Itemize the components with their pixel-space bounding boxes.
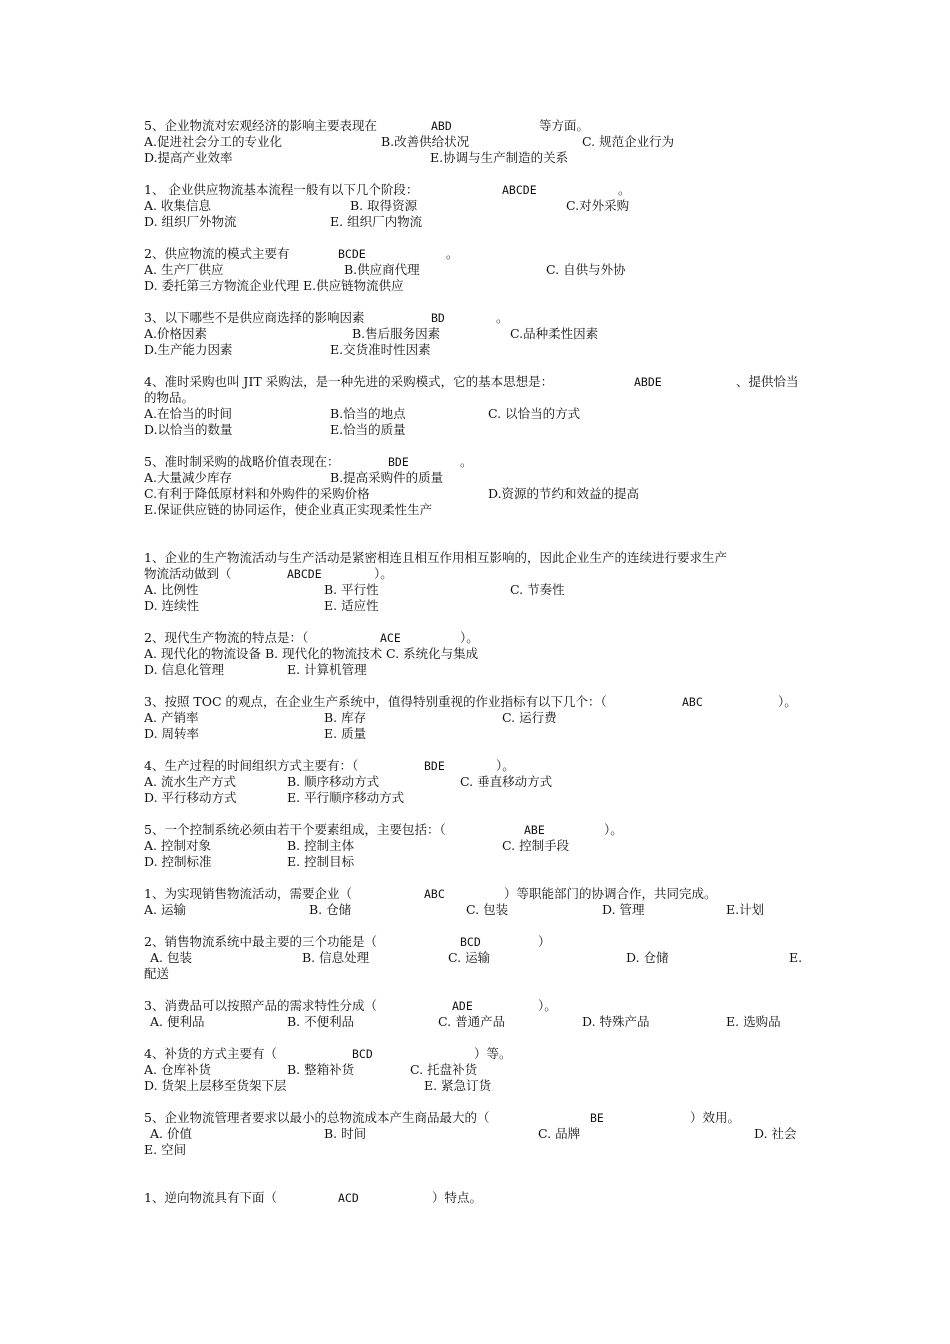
option: B.提高采购件的质量	[330, 470, 444, 485]
answer-key: ACE	[380, 631, 401, 645]
question-stem: 2、供应物流的模式主要有 BCDE 。	[144, 246, 459, 261]
option-row	[144, 470, 812, 486]
question-block	[144, 1190, 812, 1206]
option: B.售后服务因素	[352, 326, 441, 341]
option-row	[144, 262, 812, 278]
option: D. 委托第三方物流企业代理 E.供应链物流供应	[144, 278, 404, 293]
question-stem: 3、按照 TOC 的观点，在企业生产系统中，值得特别重视的作业指标有以下几个：（ ABC ）。	[144, 694, 797, 709]
option: D. 仓储	[626, 950, 669, 965]
option: A. 比例性	[144, 582, 199, 597]
option-row	[144, 214, 812, 230]
question-stem: 3、消费品可以按照产品的需求特性分成（ ADE ）。	[144, 998, 557, 1013]
option: A. 收集信息	[144, 198, 211, 213]
question-stem: 1、逆向物流具有下面（ ACD ）特点。	[144, 1190, 483, 1205]
option: E.计划	[726, 902, 765, 917]
answer-key: BCDE	[338, 247, 366, 261]
option: E. 计算机管理	[287, 662, 367, 677]
option-row	[144, 838, 812, 854]
question-block	[144, 934, 812, 982]
option: E. 空间	[144, 1142, 187, 1157]
option: A.在恰当的时间	[144, 406, 233, 421]
option: D. 特殊产品	[582, 1014, 650, 1029]
question-block	[144, 182, 812, 230]
option: A. 生产厂供应	[144, 262, 224, 277]
option: B.供应商代理	[344, 262, 420, 277]
option: D. 组织厂外物流	[144, 214, 237, 229]
answer-key: ABE	[524, 823, 545, 837]
option-row	[144, 278, 812, 294]
option: E.交货准时性因素	[330, 342, 431, 357]
option-row	[144, 198, 812, 214]
option-row	[144, 902, 812, 918]
option-row	[144, 134, 812, 150]
option: 配送	[144, 966, 170, 981]
option: E. 控制目标	[287, 854, 355, 869]
question-stem: 4、补货的方式主要有（ BCD ）等。	[144, 1046, 512, 1061]
option-row	[144, 726, 812, 742]
question-block	[144, 550, 812, 614]
option-row	[144, 1078, 812, 1094]
question-block	[144, 1046, 812, 1094]
option: E. 适应性	[324, 598, 379, 613]
option: C.有利于降低原材料和外购件的采购价格	[144, 486, 370, 501]
answer-key: ADE	[452, 999, 473, 1013]
option: D. 控制标准	[144, 854, 212, 869]
answer-key: BE	[590, 1111, 604, 1125]
option: C. 运行费	[502, 710, 557, 725]
option: D.提高产业效率	[144, 150, 233, 165]
option-row	[144, 966, 812, 982]
option: C.品种柔性因素	[510, 326, 599, 341]
option: E.	[789, 950, 803, 965]
option-row	[144, 406, 812, 422]
question-block	[144, 822, 812, 870]
option: C. 垂直移动方式	[460, 774, 553, 789]
option: B. 平行性	[324, 582, 379, 597]
option: B. 时间	[324, 1126, 367, 1141]
answer-key: BCD	[352, 1047, 373, 1061]
option-row	[144, 582, 812, 598]
option: A. 运输	[144, 902, 186, 917]
option: E. 组织厂内物流	[330, 214, 423, 229]
answer-key: ABC	[682, 695, 703, 709]
answer-key: ABCDE	[287, 567, 322, 581]
question-block	[144, 886, 812, 918]
option: A. 产销率	[144, 710, 199, 725]
question-stem: 3、以下哪些不是供应商选择的影响因素 BD 。	[144, 310, 509, 325]
option-row	[144, 646, 812, 662]
question-block	[144, 1110, 812, 1158]
option: C. 包装	[466, 902, 509, 917]
option: E. 平行顺序移动方式	[287, 790, 405, 805]
question-stem: 4、生产过程的时间组织方式主要有：（ BDE ）。	[144, 758, 515, 773]
question-stem: 5、企业物流管理者要求以最小的总物流成本产生商品最大的（ BE ）效用。	[144, 1110, 741, 1125]
option-row	[144, 422, 812, 438]
question-block	[144, 694, 812, 742]
option: C. 规范企业行为	[582, 134, 675, 149]
option-row	[144, 326, 812, 342]
option: C.对外采购	[566, 198, 630, 213]
question-block	[144, 998, 812, 1030]
option: E. 质量	[324, 726, 367, 741]
answer-key: BCD	[460, 935, 481, 949]
question-stem: 1、 企业供应物流基本流程一般有以下几个阶段： ABCDE 。	[144, 182, 631, 197]
question-stem: 5、一个控制系统必须由若干个要素组成，主要包括：（ ABE ）。	[144, 822, 623, 837]
option-row	[144, 486, 812, 502]
option: B. 库存	[324, 710, 367, 725]
option: A. 流水生产方式	[144, 774, 236, 789]
option: C. 托盘补货	[410, 1062, 478, 1077]
option: C. 普通产品	[438, 1014, 506, 1029]
question-block	[144, 454, 812, 518]
answer-key: ACD	[338, 1191, 359, 1205]
option: D. 信息化管理	[144, 662, 225, 677]
option: D. 连续性	[144, 598, 200, 613]
answer-key: ABD	[431, 119, 452, 133]
option-row	[144, 1014, 812, 1030]
option: B. 仓储	[309, 902, 352, 917]
option: C. 运输	[448, 950, 491, 965]
option: B.恰当的地点	[330, 406, 406, 421]
answer-key: BD	[431, 311, 445, 325]
question-stem-continued: 的物品。	[144, 390, 195, 405]
option: A.大量减少库存	[144, 470, 233, 485]
question-block	[144, 118, 812, 166]
option: D. 平行移动方式	[144, 790, 237, 805]
option: C. 节奏性	[510, 582, 565, 597]
option-row	[144, 1062, 812, 1078]
option-row	[144, 950, 812, 966]
option: C. 品牌	[538, 1126, 581, 1141]
option: C. 自供与外协	[546, 262, 626, 277]
option: B. 整箱补货	[287, 1062, 355, 1077]
option-row	[144, 854, 812, 870]
answer-key: BDE	[388, 455, 409, 469]
option: E.保证供应链的协同运作，使企业真正实现柔性生产	[144, 502, 433, 517]
question-stem: 5、准时制采购的战略价值表现在： BDE 。	[144, 454, 473, 469]
question-block	[144, 246, 812, 294]
option: A. 便利品	[150, 1014, 205, 1029]
option: D. 管理	[602, 902, 645, 917]
option-row	[144, 598, 812, 614]
option-row	[144, 662, 812, 678]
option: D.生产能力因素	[144, 342, 233, 357]
document-page	[144, 118, 812, 1222]
answer-key: ABDE	[634, 375, 662, 389]
option: A.促进社会分工的专业化	[144, 134, 283, 149]
answer-key: BDE	[424, 759, 445, 773]
question-stem: 1、为实现销售物流活动，需要企业（ ABC ）等职能部门的协调合作，共同完成。	[144, 886, 717, 901]
question-stem: 1、企业的生产物流活动与生产活动是紧密相连且相互作用相互影响的，因此企业生产的连续进行要求生产	[144, 550, 727, 565]
option: B. 取得资源	[350, 198, 418, 213]
option: C. 控制手段	[502, 838, 570, 853]
option-row	[144, 502, 812, 518]
question-stem: 2、现代生产物流的特点是：（ ACE ）。	[144, 630, 479, 645]
option: E. 紧急订货	[424, 1078, 492, 1093]
question-stem: 5、企业物流对宏观经济的影响主要表现在 ABD 等方面。	[144, 118, 590, 133]
option: B. 控制主体	[287, 838, 355, 853]
option-row	[144, 342, 812, 358]
option: A.价格因素	[144, 326, 208, 341]
option: A. 价值	[150, 1126, 192, 1141]
option: A. 现代化的物流设备 B. 现代化的物流技术 C. 系统化与集成	[144, 646, 479, 661]
option: D.资源的节约和效益的提高	[488, 486, 640, 501]
option-row	[144, 790, 812, 806]
option-row	[144, 774, 812, 790]
answer-key: ABC	[424, 887, 445, 901]
option: D. 货架上层移至货架下层	[144, 1078, 287, 1093]
question-stem: 2、销售物流系统中最主要的三个功能是（ BCD ）	[144, 934, 551, 949]
option: B. 信息处理	[302, 950, 370, 965]
question-block	[144, 758, 812, 806]
option: B. 不便利品	[287, 1014, 355, 1029]
question-stem-continued: 物流活动做到（ ABCDE ）。	[144, 566, 393, 581]
option: A. 仓库补货	[144, 1062, 211, 1077]
option-row	[144, 1126, 812, 1142]
question-block	[144, 374, 812, 438]
question-block	[144, 310, 812, 358]
option: E. 选购品	[726, 1014, 781, 1029]
option-row	[144, 1142, 812, 1158]
option: C. 以恰当的方式	[488, 406, 581, 421]
option: E.恰当的质量	[330, 422, 406, 437]
answer-key: ABCDE	[502, 183, 537, 197]
question-block	[144, 630, 812, 678]
option: D. 社会	[754, 1126, 797, 1141]
option: D. 周转率	[144, 726, 200, 741]
question-stem: 4、准时采购也叫 JIT 采购法，是一种先进的采购模式，它的基本思想是： ABDE 、提供恰当	[144, 374, 799, 389]
option: A. 控制对象	[144, 838, 211, 853]
option: A. 包装	[150, 950, 192, 965]
option: E.协调与生产制造的关系	[430, 150, 569, 165]
option-row	[144, 710, 812, 726]
option: D.以恰当的数量	[144, 422, 233, 437]
option-row	[144, 150, 812, 166]
option: B.改善供给状况	[381, 134, 470, 149]
option: B. 顺序移动方式	[287, 774, 380, 789]
